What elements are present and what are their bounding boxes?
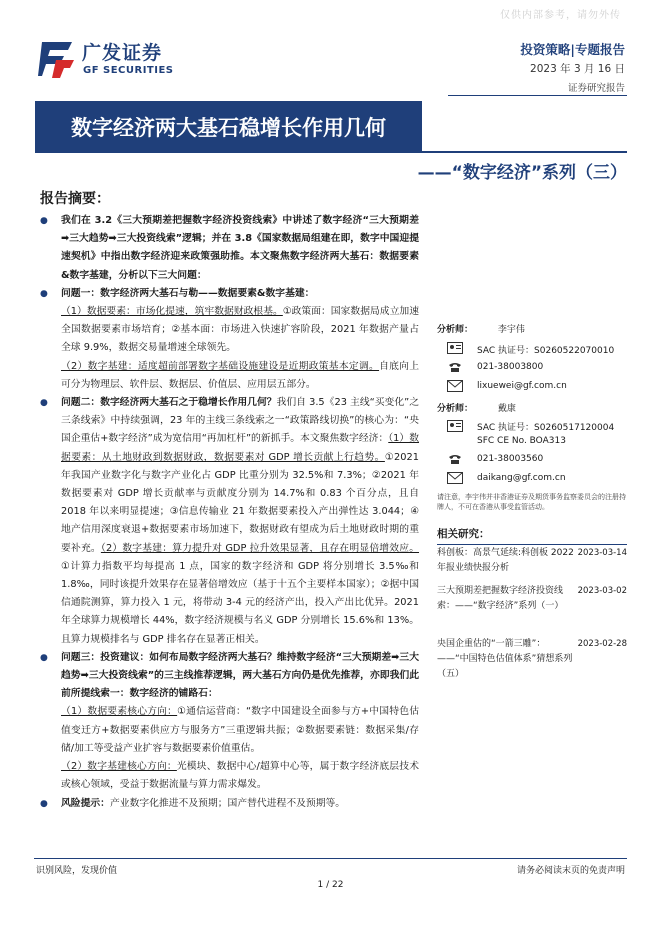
report-date: 2023 年 3 月 16 日 [530, 63, 625, 75]
phone-icon [447, 453, 463, 465]
email-icon [447, 380, 463, 392]
analyst-2-cert: SAC 执证号：S0260517120004 [477, 423, 615, 433]
related-item[interactable] [437, 637, 627, 682]
risk-text: 产业数字化推进不及预期；国产替代进程不及预期等。 [109, 797, 346, 809]
related-item-date: 2023-03-02 [577, 586, 627, 596]
point-head: （1）数据要素：从土地财政到数据财政，数据要素对 GDP 增长贡献上行趋势。 [61, 433, 419, 463]
point-head: （2）数字基建核心方向： [61, 761, 177, 773]
question-one-point-1 [40, 303, 419, 358]
question-two [40, 394, 419, 649]
title-rule [35, 151, 627, 153]
point-text: ①2021 年我国产业数字化与数字产业化占 GDP 比重分别为 32.5%和 7.3%；②2021 年数据要素对 GDP 增长贡献率与贡献度分别为 14.7%和 0.83 个百分点，且自 2018 年以来明显提速；③信息传输业 21 年数据要素投入产出弹性达 3.044；④地产信用深度衰退+数据要素市场加速下，数据财政有望成为后土地财政时期的重要补充。 [61, 451, 419, 554]
question-three-label: 问题三：投资建议：如何布局数字经济两大基石？ [61, 651, 277, 663]
brand-name-en: GF SECURITIES [83, 65, 174, 76]
phone-icon [447, 361, 463, 373]
question-one-point-2 [40, 358, 419, 394]
related-item-title[interactable]: 科创板：高景气延续:科创板 2022 年报业绩快报分析 [437, 548, 574, 573]
report-institute: 证券研究报告 [567, 83, 625, 94]
analyst-2-email: daikang@gf.com.cn [477, 473, 566, 483]
point-text: 光模块、数据中心/超算中心等，属于数字经济底层技术或核心领域，受益于数据流量与算力需求爆发。 [61, 761, 419, 791]
analyst-2-cfce: SFC CE No. BOA313 [477, 436, 566, 446]
bullet-icon: ● [40, 288, 48, 299]
related-item[interactable] [437, 546, 627, 576]
email-icon [447, 472, 463, 484]
point-head: （2）数字基建：算力提升对 GDP 拉升效果显著，且存在明显倍增效应。 [100, 542, 420, 554]
analyst-1-email: lixuewei@gf.com.cn [477, 381, 567, 391]
question-one [40, 285, 419, 303]
risk-label: 风险提示： [61, 797, 110, 809]
related-item-date: 2023-03-14 [577, 548, 627, 558]
summary-body [40, 212, 419, 813]
page-subtitle: ——“数字经济”系列（三） [417, 163, 627, 183]
analyst-2-row [437, 401, 516, 414]
analyst-1-phone: 021-38003800 [477, 362, 544, 372]
analyst-panel [437, 322, 627, 842]
bullet-icon: ● [40, 652, 48, 663]
related-item-date: 2023-02-28 [577, 639, 627, 649]
summary-paragraph [40, 212, 419, 285]
footer-disclaimer-link[interactable]: 请务必阅读末页的免责声明 [516, 866, 625, 876]
question-three [40, 649, 419, 704]
analyst-1-name: 李宇伟 [497, 325, 525, 335]
report-type: 投资策略|专题报告 [520, 42, 625, 57]
question-two-text: 我们自 3.5《23 主线“买变化”之三条线索》中持续强调，23 年的主线三条线索之一“政策路线切换”的核心为：“央国企重估+数字经济”成为宽信用“再加杠杆”的新抓手。本文聚焦数字经济： [61, 397, 419, 445]
question-three-point-2 [40, 758, 419, 794]
analyst-2-name: 戴康 [497, 404, 516, 414]
bullet-icon: ● [40, 216, 48, 226]
related-research-heading: 相关研究： [437, 526, 627, 545]
footer-slogan: 识别风险，发现价值 [36, 866, 118, 876]
related-item-title[interactable]: 央国企重估的“一箭三雕”：——“中国特色估值体系”猜想系列（五） [437, 639, 573, 679]
related-item[interactable] [437, 584, 627, 614]
point-head: （1）数据要素：市场化提速，筑牢数据财政根基。 [61, 306, 283, 318]
header-rule [448, 95, 627, 96]
point-head: （2）数字基建：适度超前部署数字基础设施建设是近期政策基本定调。 [61, 360, 380, 372]
analyst-2-phone: 021-38003560 [477, 454, 544, 464]
analyst-disclaimer-note: 请注意，李宇伟并非香港证券及期货事务监察委员会的注册持牌人，不可在香港从事受监管活动。 [437, 493, 626, 511]
brand-logo [38, 36, 188, 86]
analyst-label: 分析师： [437, 325, 474, 335]
bullet-icon: ● [40, 398, 48, 409]
page-number: 1 / 22 [317, 880, 344, 890]
question-three-text: 维持数字经济“三大预期差➡三大趋势➡三大投资线索”的三主线推荐逻辑，两大基石方向仍是优先推荐，亦即我们此前所提线索一：数字经济的铺路石： [61, 651, 419, 700]
question-one-label: 问题一：数字经济两大基石与勒——数据要素&数字基建： [61, 287, 315, 299]
point-text: ①政策面：国家数据局成立加速全国数据要素市场培育；②基本面：市场进入快速扩容阶段，2021 年数据产量占全球 9.9%，数据交易量增速全球领先。 [61, 306, 419, 354]
related-item-title[interactable]: 三大预期差把握数字经济投资线索：——“数字经济”系列（一） [437, 586, 564, 611]
analyst-1-cert: SAC 执证号：S0260522070010 [477, 346, 615, 356]
watermark: 仅供内部参考，请勿外传 [500, 10, 621, 21]
summary-heading: 报告摘要： [40, 191, 110, 207]
point-text: ①通信运营商：“数字中国建设全面参与方+中国特色估值变迁方+数据要素供应方与服务方”三重逻辑共振；②数据要素链：数据采集/存储/加工等受益产业扩容与数据要素价值重估。 [61, 706, 419, 754]
id-card-icon [447, 342, 463, 354]
analyst-1-row [437, 322, 525, 335]
point-text: ①计算力指数平均每提高 1 点，国家的数字经济和 GDP 将分别增长 3.5‰和 1.8‰，同时该提升效果存在显著倍增效应（基于十五个主要样本国家）；②据中国信通院测算，算力投入 1 元，将带动 3-4 元的经济产出，投入产出比优异。2021 年全球算力规模增长 44%，数字经济规模与名义 GDP 分别增长 15.6%和 13%。且算力规模排名与 GDP 排名存在显著正相关。 [61, 560, 419, 645]
point-head: （1）数据要素核心方向： [61, 706, 178, 718]
footer-rule [34, 858, 627, 859]
point-text: 自底向上可分为物理层、软件层、数据层、价值层、应用层五部分。 [61, 360, 420, 390]
analyst-label: 分析师： [437, 404, 474, 414]
risk-warning [40, 795, 419, 813]
page-title: 数字经济两大基石稳增长作用几何 [71, 116, 386, 140]
intro-text: 我们在 3.2《三大预期差把握数字经济投资线索》中讲述了数字经济“三大预期差➡三大趋势➡三大投资线索”逻辑；并在 3.8《国家数据局组建在即，数字中国迎提速契机》中指出数字经济迎来政策强助推。本文聚焦数字经济两大基石：数据要素&数字基建，分析以下三大问题： [61, 215, 419, 281]
bullet-icon: ● [40, 798, 48, 809]
question-two-label: 问题二：数字经济两大基石之于稳增长作用几何？ [61, 397, 277, 409]
question-three-point-1 [40, 703, 419, 758]
brand-name-cn: 广发证券 [82, 42, 163, 64]
id-card-icon [447, 420, 463, 432]
gf-logo-icon [38, 36, 78, 80]
